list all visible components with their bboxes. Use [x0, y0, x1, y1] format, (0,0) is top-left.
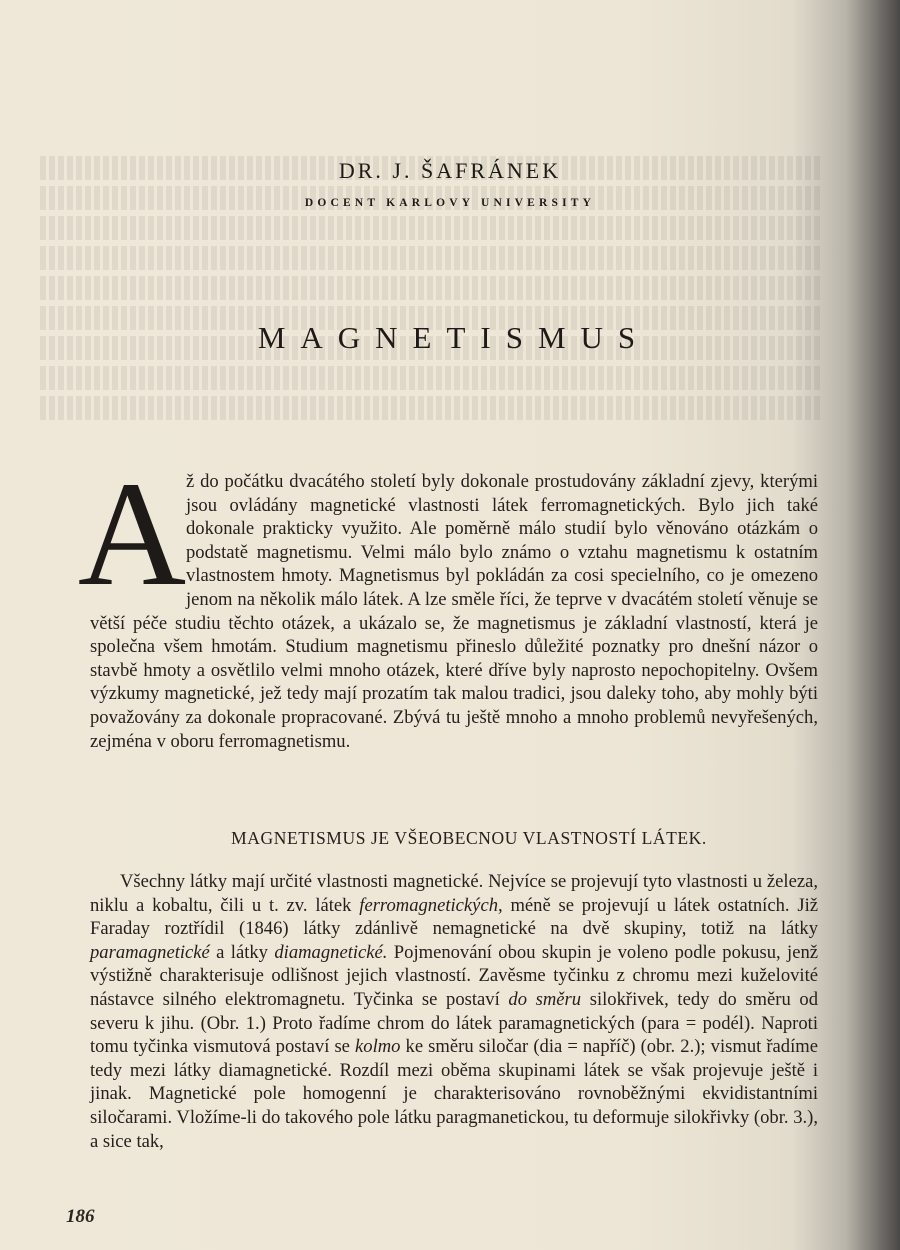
italic-term: kolmo [355, 1036, 401, 1058]
svg-text:A: A [77, 451, 187, 617]
italic-term: ferromagnetických, [359, 894, 503, 916]
drop-cap-letter [77, 451, 187, 617]
text-run: ke směru siločar (dia = napříč) (obr. 2.); vismut řadíme tedy mezi látky diamagnetické. Rozdíl mezi oběma skupinami látek se však projevuje ještě i jinak. Magnetické pole homogenní je charakterisováno rovnoběžnými ekvidistantními siločarami. Vložíme-li do takového pole látku paragmanetickou, tu deformuje silokřivky (obr. 3.), a sice tak, [90, 1036, 818, 1152]
intro-paragraph [77, 451, 818, 753]
italic-term: paramagnetické [90, 941, 210, 963]
text-run: Všechny látky mají určité vlastnosti magnetické. Nejvíce se projevují tyto vlastnosti u železa, niklu a kobaltu, čili u t. zv. látek [90, 871, 818, 916]
author-affiliation: DOCENT KARLOVY UNIVERSITY [304, 197, 596, 209]
section-paragraph [90, 870, 818, 1153]
drop-cap-a-glyph [77, 451, 187, 617]
text-run: silokřivek, tedy do směru od severu k jihu. (Obr. 1.) Proto řadíme chrom do látek paramagnetických (para = podél). Naproti tomu tyčinka vismutová postaví se [90, 988, 818, 1058]
page-number: 186 [66, 1206, 95, 1227]
italic-term: do směru [508, 988, 582, 1010]
text-run: méně se projevují u látek ostatních. Již Faraday roztřídil (1846) látky zdánlivě nemagnetické na dvě skupiny, totiž na látky [90, 894, 818, 940]
author-name: DR. J. ŠAFRÁNEK [338, 158, 562, 183]
text-run: Pojmenování obou skupin je voleno podle pokusu, jenž výstižně charakterisuje odlišnost jejich vlastností. Zavěsme tyčinku z chromu mezi kuželovité nástavce silného elektromagnetu. Tyčinka se postaví [90, 941, 818, 1010]
article-title: MAGNETISMUS [257, 320, 651, 355]
intro-text: ž do počátku dvacátého století byly dokonale prostudovány základní zjevy, kterými jsou ovládány magnetické vlastnosti látek ferromagnetických. Bylo jich také dokonale prakticky využito. Ale poměrně málo studií bylo věnováno otázkám o podstatě magnetismu. Velmi málo bylo známo o vztahu magnetismu k ostatním vlastnostem hmoty. Magnetismus byl pokládán za cosi specielního, co je omezeno jenom na několik málo látek. A lze směle říci, že teprve v dvacátém století věnuje se větší péče studiu těchto otázek, a ukázalo se, že magnetismus je základní vlastností, která je společna všem hmotám. Studium magnetismu přineslo důležité poznatky pro dnešní názor o stavbě hmoty a osvětlilo velmi mnoho otázek, které dříve byly naprosto nepochopitelny. Ovšem výzkumy magnetické, jež tedy mají prozatím tak malou tradici, jsou daleky toho, aby mohly býti považovány za dokonale propracované. Zbývá tu ještě mnoho a mnoho problemů nevyřešených, zejména v oboru ferromagnetismu. [90, 471, 818, 752]
italic-term: diamagnetické. [274, 941, 388, 963]
text-run: a látky [209, 941, 275, 963]
section-heading: MAGNETISMUS JE VŠEOBECNOU VLASTNOSTÍ LÁTEK. [231, 828, 707, 848]
